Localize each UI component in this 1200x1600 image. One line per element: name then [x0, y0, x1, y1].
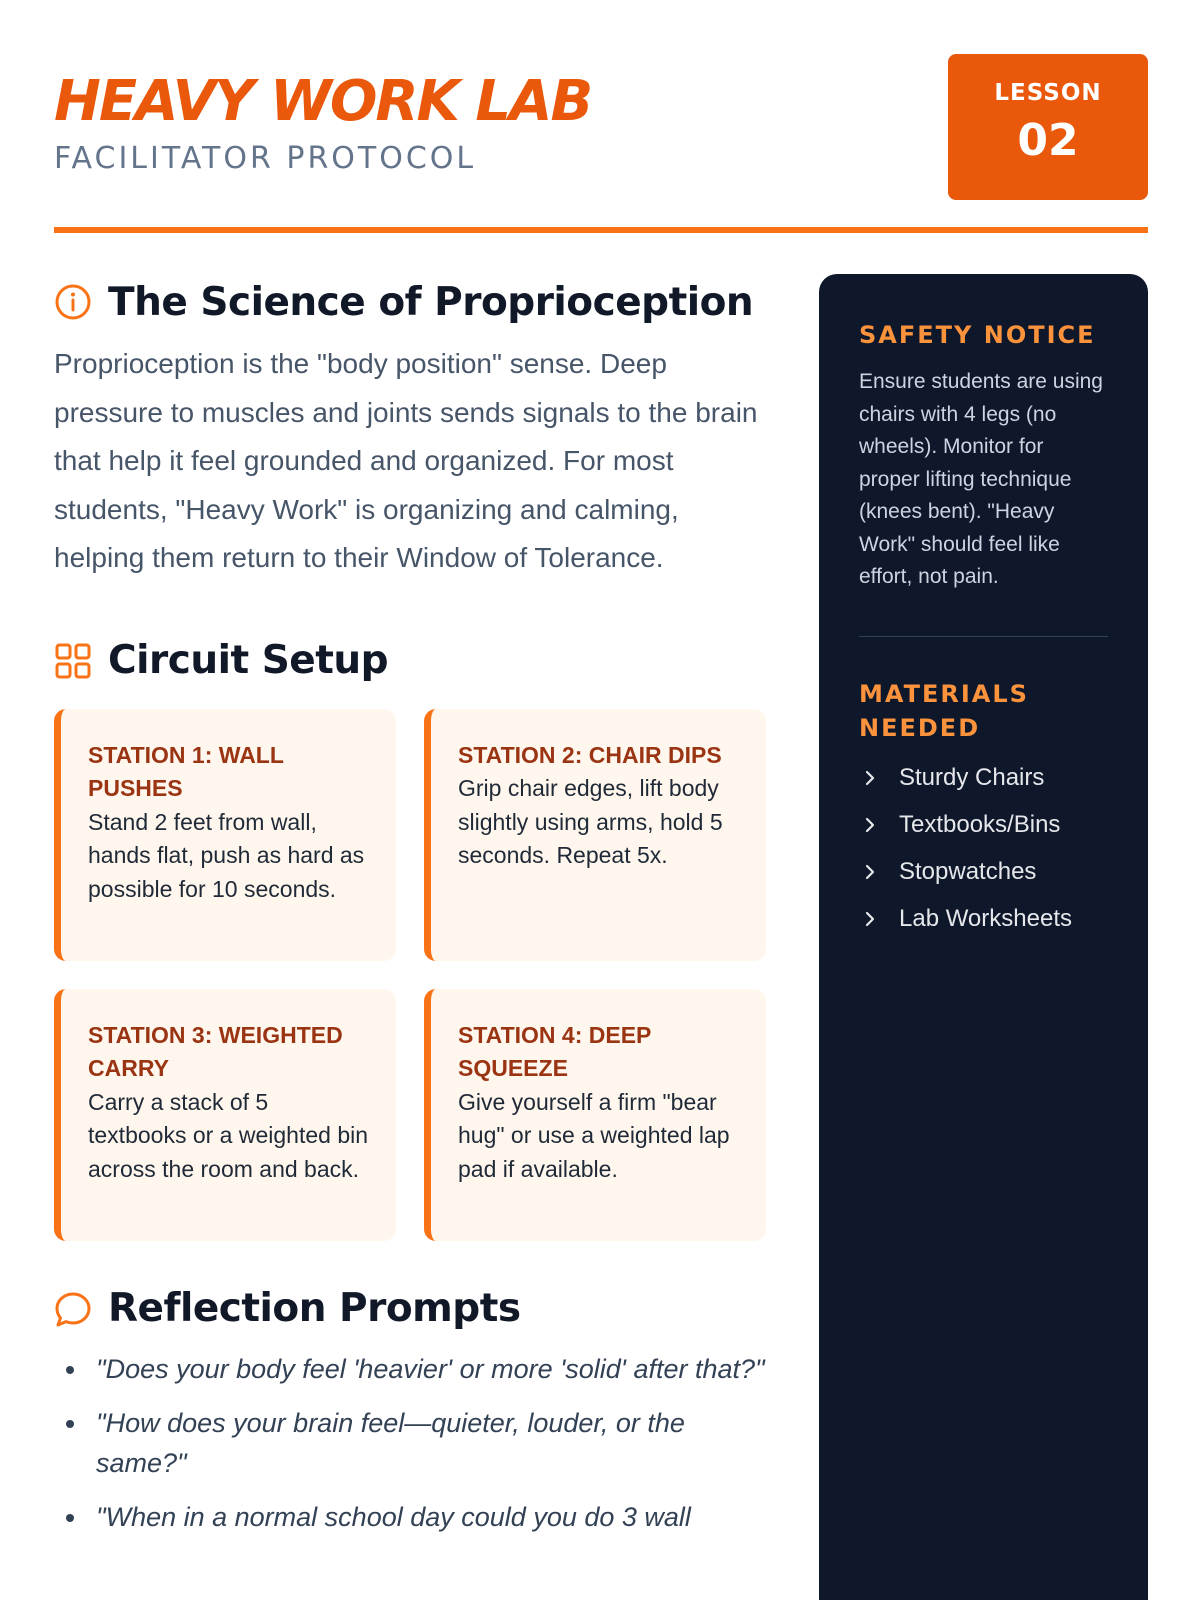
- circuit-title: Circuit Setup: [108, 638, 389, 683]
- main-content: [54, 274, 766, 1551]
- science-body: Proprioception is the "body position" sense. Deep pressure to muscles and joints sends signals to the brain that help it feel grounded and organized. For most students, "Heavy Work" is organizing and calming, helping them return to their Window of Tolerance.: [54, 348, 758, 573]
- materials-heading: MATERIALS NEEDED: [859, 679, 1029, 742]
- lesson-label: LESSON: [994, 80, 1102, 106]
- prompt-item: "When in a normal school day could you do 3 wall: [54, 1497, 766, 1537]
- chevron-right-icon: [859, 861, 881, 883]
- safety-heading: SAFETY NOTICE: [859, 321, 1096, 349]
- page-title: HEAVY WORK LAB: [54, 69, 592, 134]
- station-card-4: [424, 989, 766, 1241]
- material-item: [859, 849, 1108, 896]
- page-header: [54, 54, 1148, 234]
- station-title: STATION 3: WEIGHTED CARRY: [88, 1021, 343, 1081]
- page-subtitle: FACILITATOR PROTOCOL: [54, 141, 477, 176]
- safety-text: Ensure students are using chairs with 4 legs (no wheels). Monitor for proper lifting technique (knees bent). "Heavy Work" should feel like effort, not pain.: [859, 370, 1103, 588]
- material-label: Sturdy Chairs: [899, 764, 1045, 791]
- station-title: STATION 2: CHAIR DIPS: [458, 741, 722, 768]
- header-divider: [54, 227, 1148, 233]
- chevron-right-icon: [859, 767, 881, 789]
- reflection-title: Reflection Prompts: [108, 1286, 521, 1331]
- chevron-right-icon: [859, 908, 881, 930]
- material-label: Textbooks/Bins: [899, 811, 1061, 838]
- science-heading: [54, 274, 766, 330]
- reflection-heading: [54, 1281, 766, 1337]
- material-label: Stopwatches: [899, 858, 1037, 885]
- reflection-section: [54, 1281, 766, 1537]
- station-title: STATION 1: WALL PUSHES: [88, 741, 284, 801]
- prompt-item: "Does your body feel 'heavier' or more 'solid' after that?": [54, 1349, 766, 1389]
- lesson-badge: [948, 54, 1148, 200]
- sidebar: [819, 274, 1148, 1600]
- speech-bubble-icon: [54, 1290, 92, 1328]
- material-item: [859, 896, 1108, 943]
- material-item: [859, 755, 1108, 802]
- material-label: Lab Worksheets: [899, 905, 1072, 932]
- prompt-item: "How does your brain feel—quieter, louder, or the same?": [54, 1403, 766, 1483]
- circuit-heading: [54, 633, 766, 689]
- chevron-right-icon: [859, 814, 881, 836]
- station-card-2: [424, 709, 766, 961]
- station-card-1: [54, 709, 396, 961]
- info-circle-icon: [54, 283, 92, 321]
- lesson-number: 02: [1017, 115, 1079, 166]
- material-item: [859, 802, 1108, 849]
- station-description: Carry a stack of 5 textbooks or a weighted bin across the room and back.: [88, 1088, 369, 1182]
- science-title: The Science of Proprioception: [108, 279, 754, 325]
- prompt-list: [54, 1349, 766, 1537]
- station-description: Stand 2 feet from wall, hands flat, push as hard as possible for 10 seconds.: [88, 808, 365, 902]
- science-section: [54, 274, 766, 583]
- station-grid: [54, 709, 766, 1241]
- station-description: Grip chair edges, lift body slightly using arms, hold 5 seconds. Repeat 5x.: [458, 775, 723, 868]
- materials-list: [859, 755, 1108, 943]
- station-description: Give yourself a firm "bear hug" or use a weighted lap pad if available.: [458, 1088, 730, 1182]
- grid-icon: [54, 642, 92, 680]
- sidebar-divider: [859, 636, 1108, 637]
- circuit-section: [54, 633, 766, 1241]
- station-title: STATION 4: DEEP SQUEEZE: [458, 1021, 651, 1081]
- station-card-3: [54, 989, 396, 1241]
